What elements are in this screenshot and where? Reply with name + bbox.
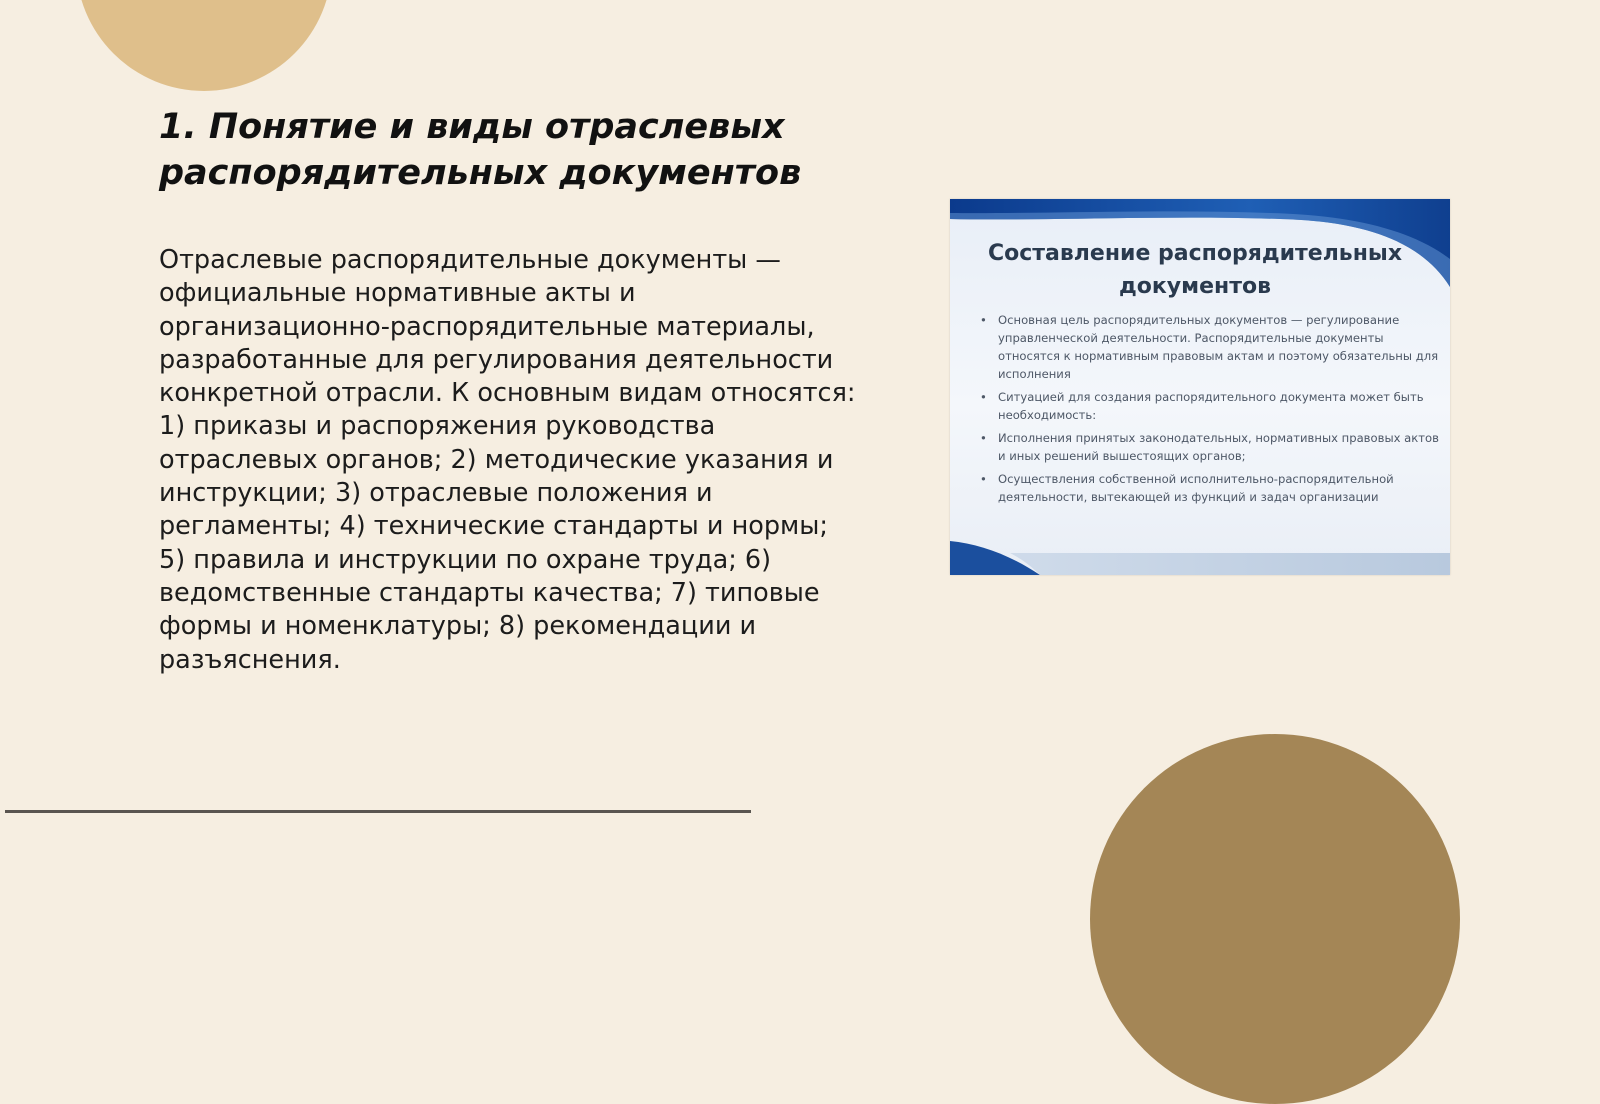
body-paragraph: Отраслевые распорядительные документы — официальные нормативные акты и организационно-распорядительные материалы, разработанные для регулирования деятельности конкретной отрасли. К основным видам относятся: 1) приказы и распоряжения руководства отраслевых органов; 2) методические указания и инструкции; 3) отраслевые положения и регламенты; 4) технические стандарты и нормы; 5) правила и инструкции по охране труда; 6) ведомственные стандарты качества; 7) типовые формы и номенклатуры; 8) рекомендации и разъяснения. xyxy=(159,245,856,675)
slide-image-bullet: • Основная цель распорядительных документов — регулирование управленческой деятельности. Распорядительные документы относятся к нормативным правовым актам и поэтому обязательны для исполнения xyxy=(998,311,1448,383)
slide-image-title-line-1: Составление распорядительных xyxy=(987,241,1403,266)
slide-heading xyxy=(159,104,919,196)
slide-image-bullet-list xyxy=(978,311,1448,511)
slide-image-bullet: • Ситуацией для создания распорядительного документа может быть необходимость: xyxy=(998,388,1448,424)
horizontal-divider xyxy=(5,810,751,813)
slide-image-title xyxy=(970,237,1420,303)
embedded-slide-image xyxy=(950,199,1450,575)
heading-line-2: распорядительных документов xyxy=(159,153,802,193)
slide-image-bullet: • Исполнения принятых законодательных, нормативных правовых актов и иных решений вышестоящих органов; xyxy=(998,429,1448,465)
heading-line-1: 1. Понятие и виды отраслевых xyxy=(159,107,785,147)
slide-image-title-line-2: документов xyxy=(1118,274,1272,299)
decorative-circle-top xyxy=(76,0,332,91)
decorative-circle-bottom xyxy=(1090,734,1460,1104)
slide-image-bullet: • Осуществления собственной исполнительно-распорядительной деятельности, вытекающей из функций и задач организации xyxy=(998,470,1448,506)
